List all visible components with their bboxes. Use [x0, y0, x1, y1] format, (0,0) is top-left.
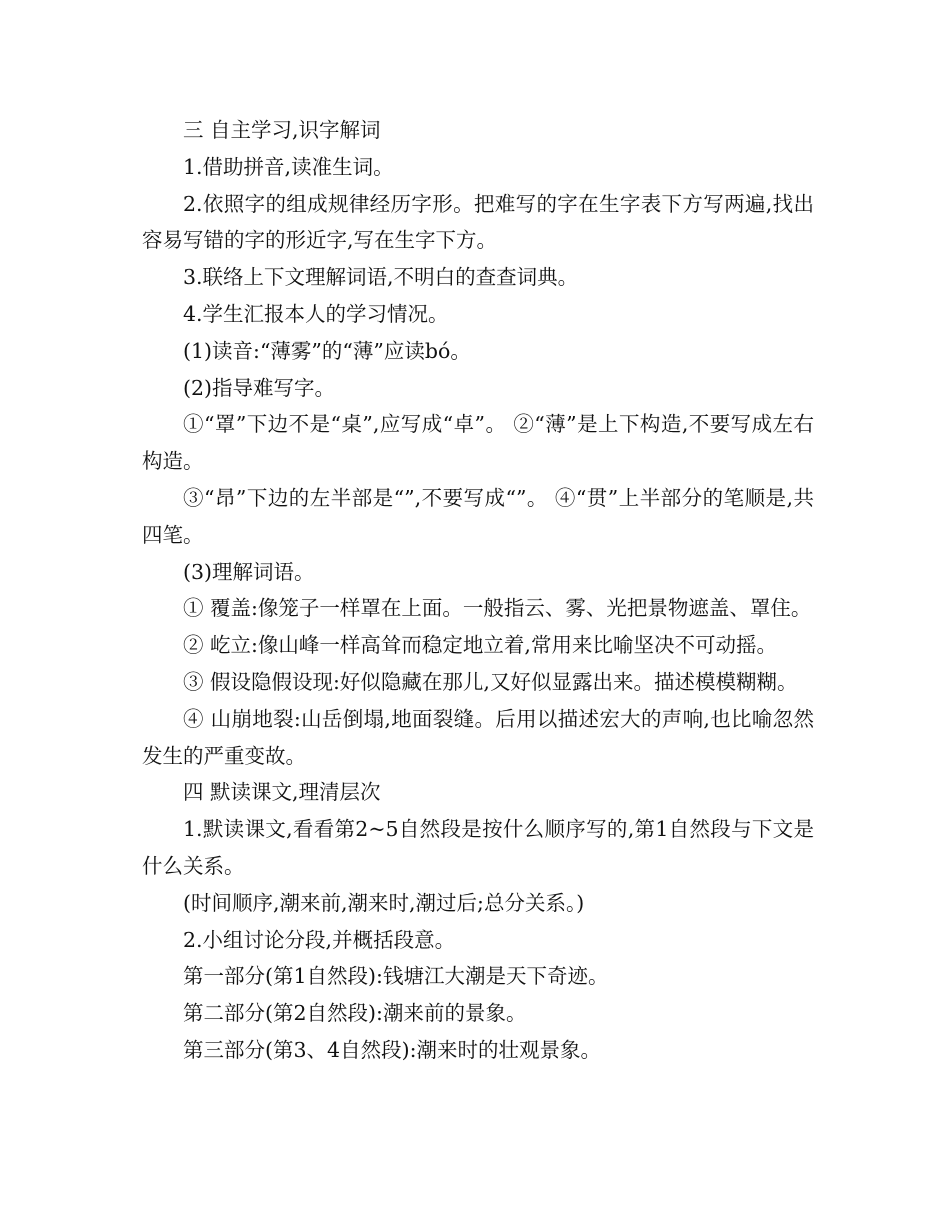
- paragraph: (2)指导难写字。: [183, 375, 336, 400]
- paragraph: (时间顺序,潮来前,潮来时,潮过后;总分关系。): [183, 890, 585, 915]
- paragraph: 4.学生汇报本人的学习情况。: [183, 301, 449, 326]
- section-heading-3: 三 自主学习,识字解词: [183, 118, 381, 142]
- paragraph: 1.借助拼音,读准生词。: [183, 154, 394, 179]
- paragraph: 第二部分(第2自然段):潮来前的景象。: [183, 1001, 527, 1026]
- paragraph: ①“罩”下边不是“桌”,应写成“卓”。 ②“薄”是上下构造,不要写成左右构造。: [142, 412, 814, 474]
- paragraph: ③ 假设隐假设现:好似隐藏在那儿,又好似显露出来。描述模模糊糊。: [183, 669, 798, 694]
- paragraph: 1.默读课文,看看第2~5自然段是按什么顺序写的,第1自然段与下文是什么关系。: [142, 817, 814, 878]
- paragraph: ③“昂”下边的左半部是“”,不要写成“”。 ④“贯”上半部分的笔顺是,共四笔。: [142, 485, 814, 547]
- section-heading-4: 四 默读课文,理清层次: [183, 780, 381, 805]
- paragraph: (1)读音:“薄雾”的“薄”应读bó。: [183, 338, 471, 363]
- paragraph: 2.依照字的组成规律经历字形。把难写的字在生字表下方写两遍,找出容易写错的字的形近字,写在生字下方。: [142, 191, 814, 253]
- paragraph: 2.小组讨论分段,并概括段意。: [183, 927, 456, 952]
- paragraph: ④ 山崩地裂:山岳倒塌,地面裂缝。后用以描述宏大的声响,也比喻忽然发生的严重变故。: [142, 706, 814, 768]
- paragraph: ② 屹立:像山峰一样高耸而稳定地立着,常用来比喻坚决不可动摇。: [183, 633, 777, 658]
- document-body: [142, 112, 814, 1069]
- paragraph: ① 覆盖:像笼子一样罩在上面。一般指云、雾、光把景物遮盖、罩住。: [183, 596, 812, 621]
- paragraph: 3.联络上下文理解词语,不明白的查查词典。: [183, 265, 579, 290]
- paragraph: 第三部分(第3、4自然段):潮来时的壮观景象。: [183, 1037, 601, 1062]
- paragraph: 第一部分(第1自然段):钱塘江大潮是天下奇迹。: [183, 964, 609, 989]
- paragraph: (3)理解词语。: [183, 559, 315, 584]
